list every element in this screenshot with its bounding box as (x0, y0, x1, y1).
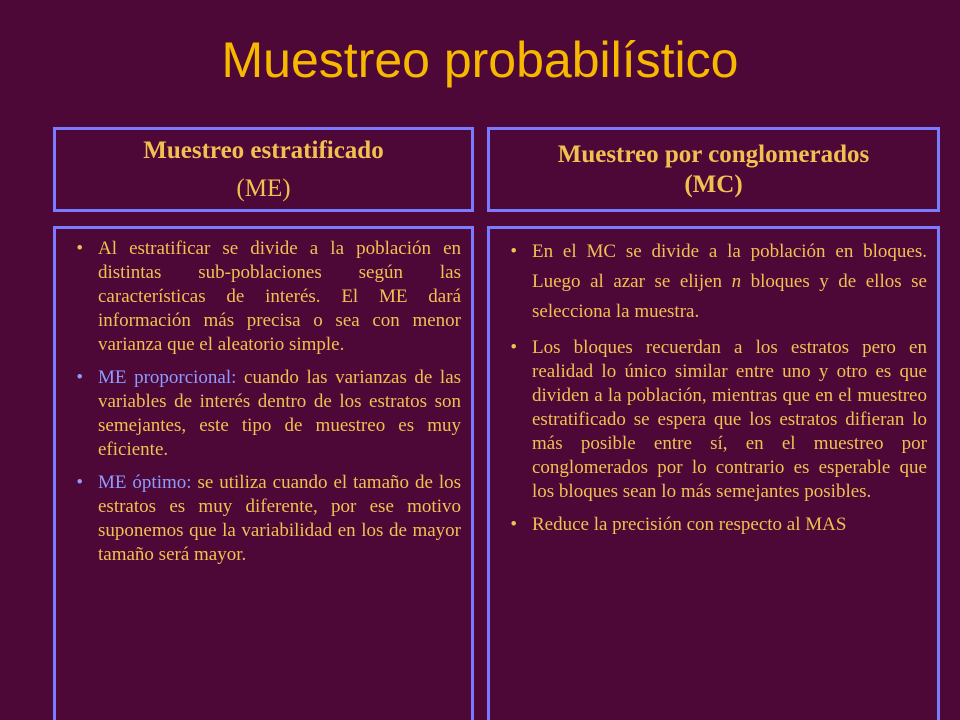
header-conglomerados (487, 127, 940, 212)
content-conglomerados (487, 226, 940, 720)
content-estratificado (53, 226, 474, 720)
bullet-icon: • (510, 514, 517, 535)
bullet-list-conglomerados (497, 237, 927, 537)
bullet-icon: • (76, 472, 83, 493)
list-item (63, 471, 461, 567)
bullet-text: se utiliza cuando el tamaño de los estratos es muy diferente, por ese motivo suponemos que la variabilidad en los de mayor tamaño será mayor. (98, 472, 461, 565)
list-item (497, 237, 927, 327)
bullet-text: Al estratificar se divide a la población en distintas sub-poblaciones según las características de interés. El ME dará información más precisa o sea con menor varianza que el aleatorio simple. (98, 238, 461, 355)
list-item (497, 513, 927, 537)
bullet-icon: • (510, 337, 517, 358)
bullet-text: En el MC se divide a la población en bloques. Luego al azar se elijen (532, 241, 927, 292)
bullet-list-estratificado (63, 237, 461, 567)
header-estratificado (53, 127, 474, 212)
header-estratificado-abbr: (ME) (236, 174, 291, 202)
bullet-icon: • (76, 367, 83, 388)
list-item (63, 366, 461, 462)
bullet-term: ME óptimo: (98, 472, 192, 493)
bullet-italic-n: n (731, 271, 742, 292)
bullet-term: ME proporcional: (98, 367, 237, 388)
page-title: Muestreo probabilístico (221, 32, 739, 88)
bullet-text: Reduce la precisión con respecto al MAS (532, 514, 847, 535)
bullet-text: cuando las varianzas de las variables de interés dentro de los estratos son semejantes, este tipo de muestreo es muy eficiente. (98, 367, 462, 460)
header-conglomerados-title: Muestreo por conglomerados (557, 140, 870, 168)
header-estratificado-title: Muestreo estratificado (143, 136, 384, 164)
list-item (63, 237, 461, 357)
header-conglomerados-abbr: (MC) (684, 170, 743, 198)
bullet-text: bloques y de ellos se selecciona la muestra. (532, 271, 927, 322)
bullet-text: Los bloques recuerdan a los estratos pero en realidad lo único similar entre uno y otro es que dividen a la población, mientras que en el muestreo estratificado se espera que los estratos difieran lo más posible entre sí, en el muestreo por conglomerados por lo contrario es esperable que los bloques sean lo más semejantes posibles. (532, 337, 927, 502)
bullet-icon: • (76, 238, 83, 259)
bullet-icon: • (510, 241, 517, 262)
list-item (497, 336, 927, 504)
